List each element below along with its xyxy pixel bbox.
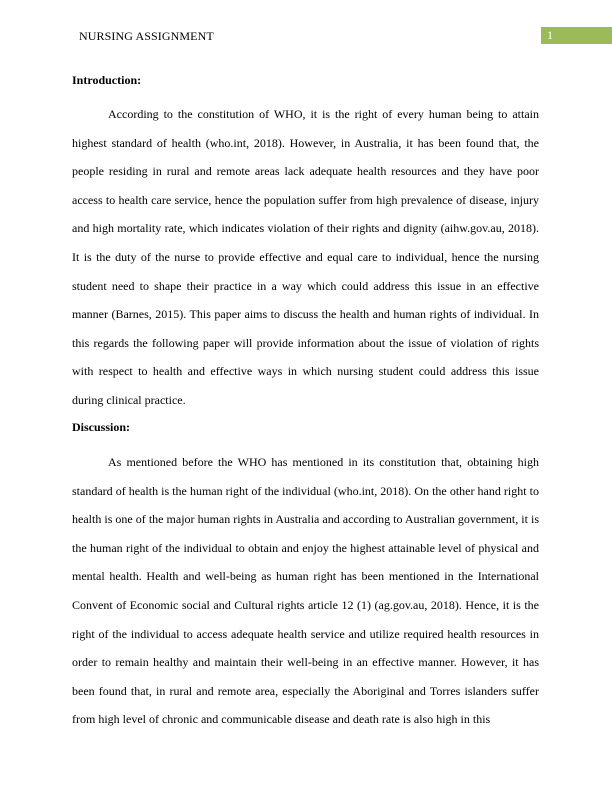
header-title: NURSING ASSIGNMENT: [79, 29, 214, 43]
section-paragraph-discussion: As mentioned before the WHO has mentioned in its constitution that, obtaining high standard of health is the human right of the individual (who.int, 2018). On the other hand right to health is one of the major human rights in Australia and according to Australian government, it is the human right of the individual to obtain and enjoy the highest attainable level of physical and mental health. Health and well-being as human right has been mentioned in the International Convent of Economic social and Cultural rights article 12 (1) (ag.gov.au, 2018). Hence, it is the right of the individual to access adequate health service and utilize required health resources in order to remain healthy and maintain their well-being in an effective manner. However, it has been found that, in rural and remote area, especially the Aboriginal and Torres islanders suffer from high level of chronic and communicable disease and death rate is also high in this: [72, 455, 539, 727]
section-heading-discussion: Discussion:: [72, 420, 131, 434]
section-paragraph-introduction: According to the constitution of WHO, it is the right of every human being to attain highest standard of health (who.int, 2018). However, in Australia, it has been found that, the people residing in rural and remote areas lack adequate health resources and they have poor access to health care service, hence the population suffer from high prevalence of disease, injury and high mortality rate, which indicates violation of their rights and dignity (aihw.gov.au, 2018). It is the duty of the nurse to provide effective and equal care to individual, hence the nursing student need to shape their practice in a way which could address this issue in an effective manner (Barnes, 2015). This paper aims to discuss the health and human rights of individual. In this regards the following paper will provide information about the issue of violation of rights with respect to health and effective ways in which nursing student could address this issue during clinical practice.: [72, 107, 539, 407]
page-number-box: [541, 27, 612, 44]
page-number: 1: [547, 28, 553, 42]
section-heading-introduction: Introduction:: [72, 73, 142, 87]
